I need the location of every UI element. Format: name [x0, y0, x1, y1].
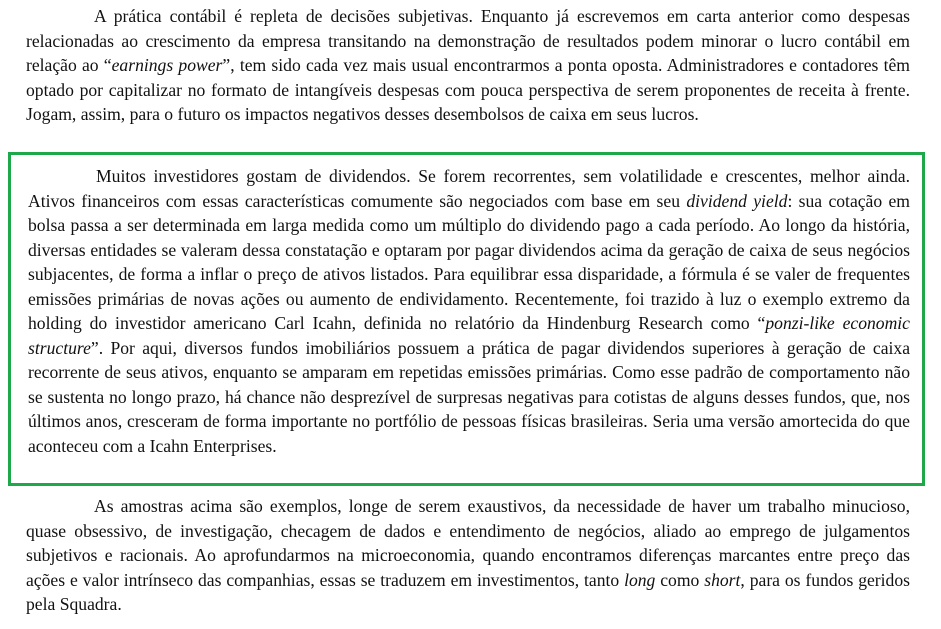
p2-italic-ponzi-quote: ponzi-like economic structure: [28, 313, 910, 358]
p3-italic-long: long: [624, 569, 656, 590]
p3-text-a: As amostras acima são exemplos, longe de serem exaustivos, da necessidade de haver um trabalho minucioso, quase obsessivo, de investigação, checagem de dados e entendimento de negócios, aliado ao emprego de julgamentos subjetivos e racionais. Ao aprofundarmos na microeconomia, quando encontramos diferenças marcantes entre preço das ações e valor intrínseco das companhias, essas se traduzem em investimentos, tanto: [26, 496, 910, 590]
p2-text-b: : sua cotação em bolsa passa a ser determinada em larga medida como um múltiplo do dividendo pago a cada período. Ao longo da história, diversas entidades se valeram dessa constatação e optaram por pagar dividendos acima da geração de caixa de seus negócios subjacentes, de forma a inflar o preço de ativos listados. Para equilibrar essa disparidade, a fórmula é se valer de frequentes emissões primárias de novas ações ou aumento de endividamento. Recentemente, foi trazido à luz o exemplo extremo da holding do investidor americano Carl Icahn, definida no relatório da Hindenburg Research como “: [28, 190, 910, 333]
p2-italic-dividend-yield: dividend yield: [686, 190, 788, 211]
p1-text-b: ”, tem sido cada vez mais usual encontrarmos a ponta oposta. Administradores e contadores têm optado por capitalizar no formato de intangíveis despesas com pouca perspectiva de serem proponentes de receita à frente. Jogam, assim, para o futuro os impactos negativos desses desembolsos de caixa em seus lucros.: [26, 55, 910, 124]
p3-text-b: como: [655, 569, 705, 590]
paragraph-dividends-highlighted: [28, 164, 910, 458]
p2-text-a: Muitos investidores gostam de dividendos. Se forem recorrentes, sem volatilidade e crescentes, melhor ainda. Ativos financeiros com essas características comumente são negociados com base em seu: [28, 166, 910, 211]
p1-text-a: A prática contábil é repleta de decisões subjetivas. Enquanto já escrevemos em carta anterior como despesas relacionadas ao crescimento da empresa transitando na demonstração de resultados podem minorar o lucro contábil em relação ao “: [26, 6, 910, 75]
p3-italic-short: short: [704, 569, 741, 590]
paragraph-samples-conclusion: [26, 494, 910, 617]
p2-text-c: ”. Por aqui, diversos fundos imobiliários possuem a prática de pagar dividendos superiores à geração de caixa recorrente de seus ativos, enquanto se amparam em repetidas emissões primárias. Como esse padrão de comportamento não se sustenta no longo prazo, há chance não desprezível de surpresas negativas para cotistas de alguns desses fundos, que, nos últimos anos, cresceram de forma importante no portfólio de pessoas físicas brasileiras. Seria uma versão amortecida do que aconteceu com a Icahn Enterprises.: [28, 337, 910, 456]
p3-text-c: , para os fundos geridos pela Squadra.: [26, 569, 910, 614]
p1-italic-earnings-power: earnings power: [111, 55, 223, 75]
paragraph-accounting-practice: [26, 4, 910, 127]
